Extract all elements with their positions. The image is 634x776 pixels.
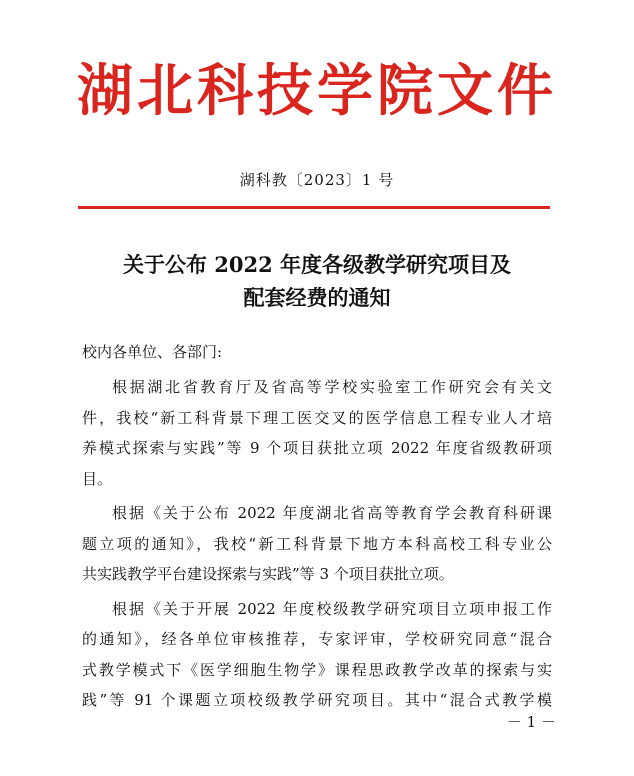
- paragraph-line: 式教学模式下《医学细胞生物学》课程思政教学改革的探索与实: [82, 660, 552, 679]
- notice-body: [82, 372, 552, 720]
- paragraph-line: 题立项的通知》，我校“新工科背景下地方本科高校工科专业公: [82, 534, 552, 553]
- paragraph-line: 根据《关于开展 2022 年度校级教学研究项目立项申报工作: [112, 599, 552, 618]
- paragraph-line: 的通知》，经各单位审核推荐，专家评审，学校研究同意“混合: [82, 630, 552, 648]
- notice-title-line-2: 配套经费的通知: [243, 285, 391, 310]
- paragraph-line: 根据湖北省教育厅及省高等学校实验室工作研究会有关文: [112, 378, 552, 396]
- body-paragraph-3: [82, 594, 552, 716]
- paragraph-line: 目。: [82, 469, 113, 488]
- document-header-title: 湖北科技学院文件: [77, 58, 557, 124]
- notice-title-line-1: 关于公布 2022 年度各级教学研究项目及: [122, 252, 512, 277]
- paragraph-line: 件，我校“新工科背景下理工医交叉的医学信息工程专业人才培: [82, 408, 552, 427]
- red-divider-rule: [78, 206, 550, 209]
- salutation: 校内各单位、各部门:: [82, 343, 223, 361]
- paragraph-line: 共实践教学平台建设探索与实践”等 3 个项目获批立项。: [82, 565, 454, 583]
- document-number: 湖科教〔2023〕1 号: [239, 171, 395, 189]
- page-number: － 1 －: [506, 713, 556, 731]
- notice-title: [0, 248, 634, 314]
- paragraph-line: 根据《关于公布 2022 年度湖北省高等教育学会教育科研课: [112, 504, 552, 522]
- paragraph-line: 践”等 91 个课题立项校级教学研究项目。其中“混合式教学模: [82, 691, 552, 709]
- paragraph-line: 养模式探索与实践”等 9 个项目获批立项 2022 年度省级教研项: [82, 439, 552, 457]
- body-paragraph-1: [82, 372, 552, 494]
- body-paragraph-2: [82, 498, 552, 590]
